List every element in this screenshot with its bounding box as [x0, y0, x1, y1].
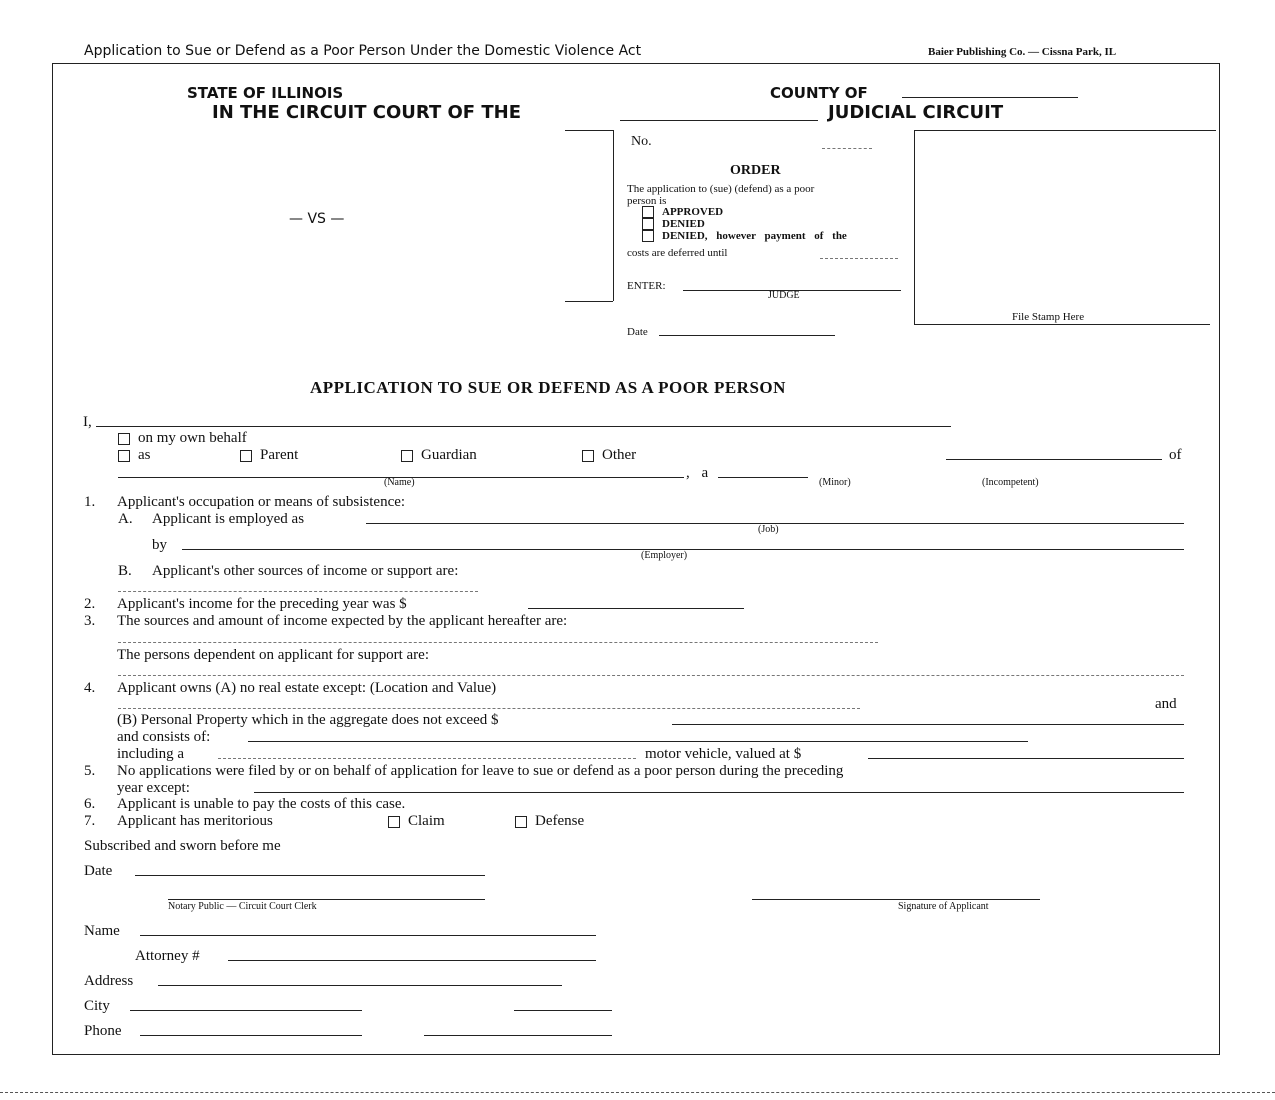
and-label: and: [1155, 696, 1177, 712]
phone-field[interactable]: [140, 1035, 362, 1036]
name-field[interactable]: [140, 935, 596, 936]
status-field[interactable]: [718, 477, 808, 478]
by-label: by: [152, 537, 167, 553]
circuit-field[interactable]: [620, 120, 818, 121]
order-title: ORDER: [730, 163, 781, 178]
guardian-checkbox[interactable]: [401, 450, 413, 462]
phone-label: Phone: [84, 1023, 122, 1039]
item1b-text: Applicant's other sources of income or support are:: [152, 563, 459, 579]
item5-text-2: year except:: [117, 780, 190, 796]
item6-number: 6.: [84, 796, 96, 812]
item5-number: 5.: [84, 763, 96, 779]
parent-option[interactable]: [240, 447, 298, 464]
name-label: Name: [84, 923, 120, 939]
case-no-field[interactable]: [822, 148, 872, 149]
own-behalf-label: on my own behalf: [138, 430, 247, 446]
claim-checkbox[interactable]: [388, 816, 400, 828]
file-stamp-label: File Stamp Here: [1012, 311, 1085, 323]
item1-text: Applicant's occupation or means of subsistence:: [117, 494, 406, 510]
incompetent-caption: (Incompetent): [982, 477, 1039, 488]
applicant-signature-field[interactable]: [752, 899, 1040, 900]
other-option[interactable]: [582, 447, 636, 464]
item4-text: Applicant owns (A) no real estate except: (Location and Value): [117, 680, 497, 696]
guardian-option[interactable]: [401, 447, 477, 464]
as-option[interactable]: [118, 447, 151, 464]
denied-however-label: DENIED, however payment of the: [662, 230, 847, 242]
file-stamp-box-bottom: [914, 324, 1210, 325]
file-stamp-box-left: [914, 130, 915, 324]
enter-label: ENTER:: [627, 280, 666, 292]
consists-label: and consists of:: [117, 729, 211, 745]
vs-label: — VS —: [289, 211, 345, 227]
denied-however-checkbox[interactable]: [642, 230, 654, 242]
applicant-name-field[interactable]: [96, 426, 951, 427]
order-text-2: person is: [627, 195, 667, 207]
form-title: Application to Sue or Defend as a Poor Person Under the Domestic Violence Act: [84, 43, 642, 59]
defense-checkbox[interactable]: [515, 816, 527, 828]
order-date-label: Date: [627, 326, 648, 338]
own-behalf-checkbox[interactable]: [118, 433, 130, 445]
order-date-field[interactable]: [659, 335, 835, 336]
publisher: Baier Publishing Co. — Cissna Park, IL: [928, 46, 1117, 58]
consists-field[interactable]: [248, 741, 1028, 742]
item2-text: Applicant's income for the preceding year was $: [117, 596, 407, 612]
of-label: of: [1169, 447, 1182, 463]
state-label: STATE OF ILLINOIS: [187, 84, 344, 102]
county-label: COUNTY OF: [770, 84, 868, 102]
notary-caption: Notary Public — Circuit Court Clerk: [168, 901, 317, 912]
file-stamp-box-top: [914, 130, 1216, 131]
dependents-text: The persons dependent on applicant for support are:: [117, 647, 429, 663]
claim-label: Claim: [408, 813, 445, 829]
expected-income-field[interactable]: [118, 642, 878, 643]
circuit-suffix: JUDICIAL CIRCUIT: [828, 102, 1004, 123]
judge-caption: JUDGE: [768, 290, 800, 301]
costs-deferred-label: costs are deferred until: [627, 247, 728, 259]
of-field[interactable]: [946, 459, 1162, 460]
comma-a-label: , a: [686, 465, 709, 481]
approved-option[interactable]: [642, 206, 723, 218]
notary-signature-field[interactable]: [168, 899, 485, 900]
guardian-label: Guardian: [421, 447, 477, 463]
county-field[interactable]: [902, 97, 1078, 98]
job-caption: (Job): [758, 524, 779, 535]
personal-property-field[interactable]: [672, 724, 1184, 725]
item4-number: 4.: [84, 680, 96, 696]
motor-vehicle-label: motor vehicle, valued at $: [645, 746, 802, 762]
including-label: including a: [117, 746, 185, 762]
circuit-prefix: IN THE CIRCUIT COURT OF THE: [212, 102, 521, 123]
item7-text: Applicant has meritorious: [117, 813, 273, 829]
denied-however-option[interactable]: [642, 230, 847, 242]
address-label: Address: [84, 973, 134, 989]
real-estate-field[interactable]: [118, 708, 860, 709]
claim-option[interactable]: [388, 813, 445, 830]
own-behalf-option[interactable]: [118, 430, 247, 447]
sworn-text: Subscribed and sworn before me: [84, 838, 281, 854]
other-label: Other: [602, 447, 637, 463]
phone-extra-field[interactable]: [424, 1035, 612, 1036]
application-title: APPLICATION TO SUE OR DEFEND AS A POOR PERSON: [310, 378, 786, 397]
sworn-date-label: Date: [84, 863, 113, 879]
defense-label: Defense: [535, 813, 585, 829]
sworn-date-field[interactable]: [135, 875, 485, 876]
item5-text-1: No applications were filed by or on behalf of application for leave to sue or defend as a poor person during the preceding: [117, 763, 844, 779]
item3-number: 3.: [84, 613, 96, 629]
item1-number: 1.: [84, 494, 96, 510]
as-label: as: [138, 447, 151, 463]
caption-bracket: [613, 130, 614, 301]
parent-checkbox[interactable]: [240, 450, 252, 462]
approved-checkbox[interactable]: [642, 206, 654, 218]
attorney-label: Attorney #: [135, 948, 200, 964]
applicant-signature-caption: Signature of Applicant: [898, 901, 989, 912]
minor-caption: (Minor): [819, 477, 851, 488]
city-field[interactable]: [130, 1010, 362, 1011]
scan-edge: [0, 1092, 1275, 1093]
caption-bracket-top: [565, 130, 613, 131]
order-text-1: The application to (sue) (defend) as a poor: [627, 183, 815, 195]
as-checkbox[interactable]: [118, 450, 130, 462]
denied-label: DENIED: [662, 218, 705, 230]
i-label: I,: [83, 414, 92, 430]
item3-text: The sources and amount of income expected by the applicant hereafter are:: [117, 613, 568, 629]
item6-text: Applicant is unable to pay the costs of this case.: [117, 796, 406, 812]
attorney-number-field[interactable]: [228, 960, 596, 961]
a-label: a: [701, 465, 709, 481]
employer-caption: (Employer): [641, 550, 688, 561]
parent-label: Parent: [260, 447, 299, 463]
vehicle-value-field[interactable]: [868, 758, 1184, 759]
case-no-label: No.: [631, 134, 652, 149]
item7-number: 7.: [84, 813, 96, 829]
caption-bracket-bottom: [565, 301, 613, 302]
address-field[interactable]: [158, 985, 562, 986]
item2-number: 2.: [84, 596, 96, 612]
item1a-letter: A.: [118, 511, 133, 527]
deferred-until-field[interactable]: [820, 258, 898, 259]
prior-applications-field[interactable]: [254, 792, 1184, 793]
denied-checkbox[interactable]: [642, 218, 654, 230]
name-caption: (Name): [384, 477, 415, 488]
vehicle-field[interactable]: [218, 758, 636, 759]
dependents-field[interactable]: [118, 675, 1184, 676]
other-income-field[interactable]: [118, 591, 478, 592]
item4b-text: (B) Personal Property which in the aggregate does not exceed $: [117, 712, 499, 728]
item1b-letter: B.: [118, 563, 132, 579]
income-field[interactable]: [528, 608, 744, 609]
item1a-text: Applicant is employed as: [152, 511, 305, 527]
city-label: City: [84, 998, 110, 1014]
zip-field[interactable]: [514, 1010, 612, 1011]
approved-label: APPROVED: [662, 206, 724, 218]
other-checkbox[interactable]: [582, 450, 594, 462]
defense-option[interactable]: [515, 813, 584, 830]
denied-option[interactable]: [642, 218, 705, 230]
